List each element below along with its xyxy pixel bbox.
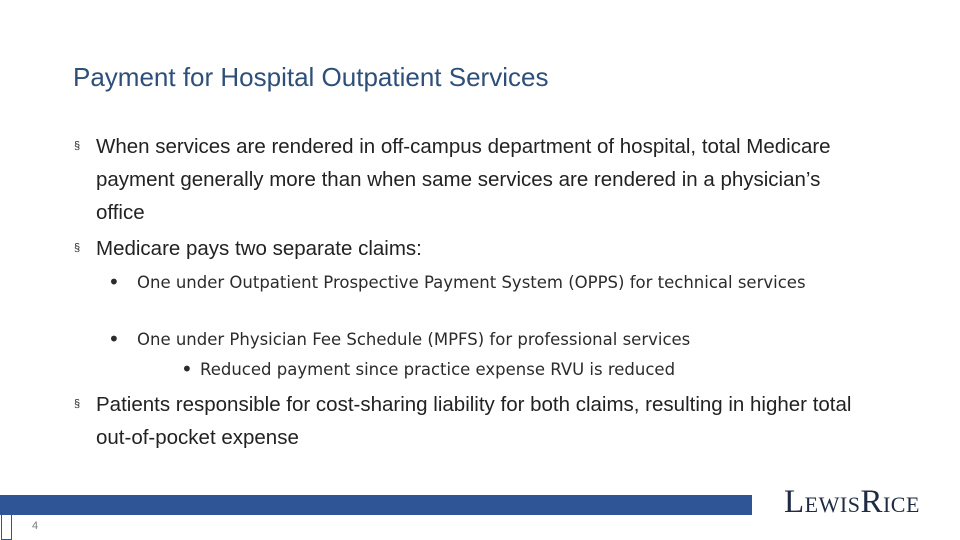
dot-bullet-icon: •	[108, 327, 120, 351]
dot-bullet-icon: •	[108, 270, 120, 294]
sub-bullet-text: One under Physician Fee Schedule (MPFS) for professional services	[137, 330, 691, 349]
bullet-text: When services are rendered in off-campus department of hospital, total Medicare payment generally more than when same services are rendered in a physician’s office	[96, 135, 831, 224]
bullet-text: Patients responsible for cost-sharing liability for both claims, resulting in higher total out-of-pocket expense	[96, 393, 852, 449]
bullet-item	[74, 130, 874, 229]
sub-bullet-item	[108, 327, 848, 353]
square-bullet-icon: §	[74, 242, 81, 254]
sub-sub-bullet-item	[181, 357, 821, 383]
bullet-item	[74, 388, 874, 454]
page-number-frame	[1, 515, 12, 540]
square-bullet-icon: §	[74, 398, 81, 410]
lewis-rice-logo: LEWISRICE	[784, 484, 920, 520]
sub-bullet-text: One under Outpatient Prospective Payment System (OPPS) for technical services	[137, 273, 806, 292]
sub-bullet-item	[108, 270, 848, 296]
bullet-item	[74, 232, 874, 265]
bullet-text: Medicare pays two separate claims:	[96, 237, 422, 260]
footer-accent-bar	[0, 495, 752, 515]
slide-title: Payment for Hospital Outpatient Services	[73, 62, 549, 92]
square-bullet-icon: §	[74, 140, 81, 152]
dot-bullet-icon: •	[181, 357, 193, 381]
sub-sub-bullet-text: Reduced payment since practice expense RVU is reduced	[200, 360, 676, 379]
page-number: 4	[32, 520, 39, 532]
